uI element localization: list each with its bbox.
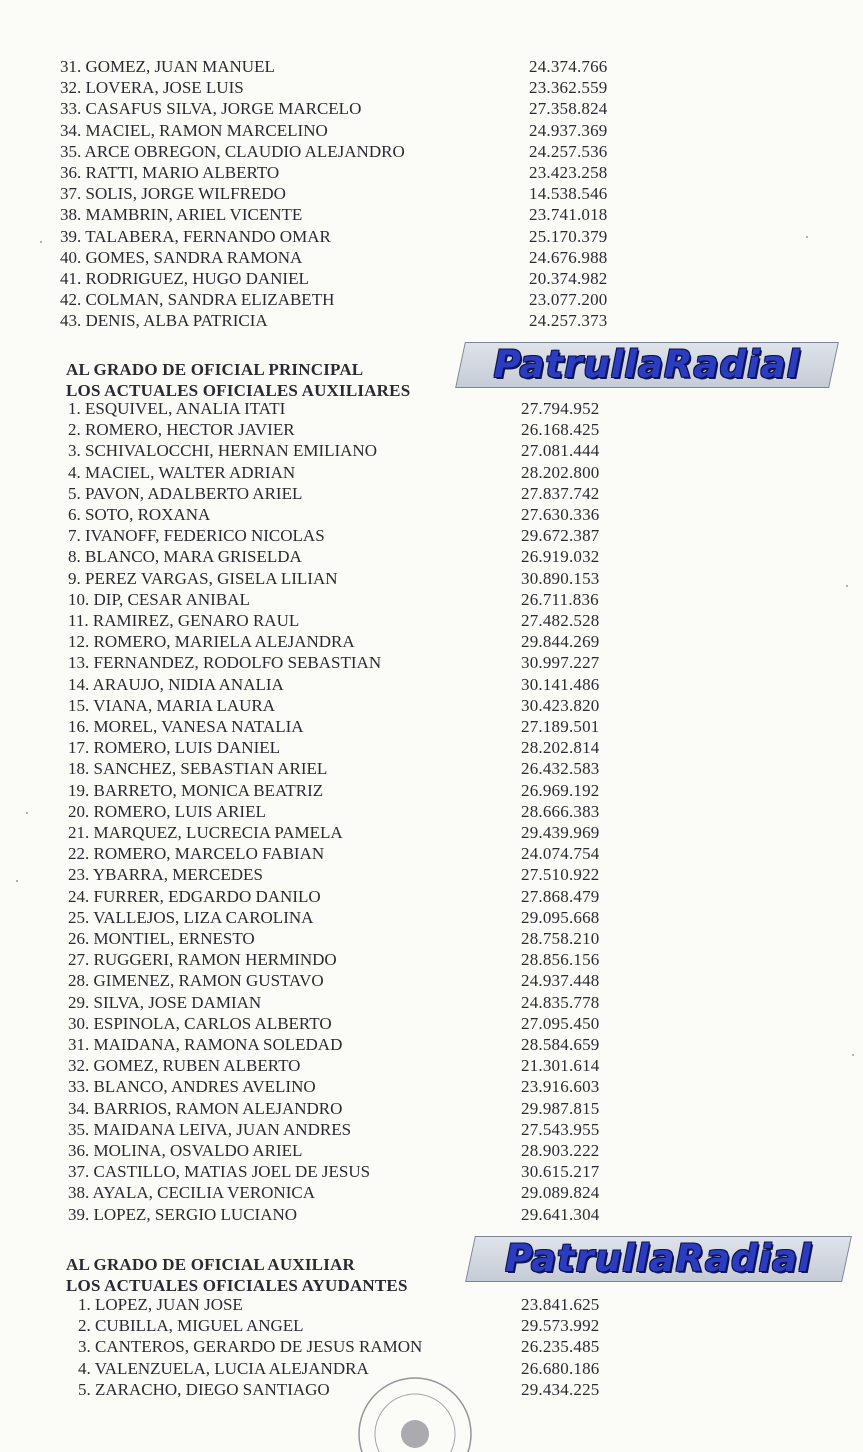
- person-name: 28. GIMENEZ, RAMON GUSTAVO: [68, 971, 324, 991]
- list-item: [0, 992, 863, 1013]
- person-name: 2. ROMERO, HECTOR JAVIER: [68, 420, 295, 440]
- person-dni: 29.987.815: [521, 1098, 600, 1118]
- list-item: [0, 440, 863, 461]
- person-dni: 27.189.501: [521, 717, 600, 736]
- person-dni: 30.615.217: [521, 1162, 600, 1182]
- person-dni: 29.844.269: [521, 632, 600, 652]
- person-name: 35. ARCE OBREGON, CLAUDIO ALEJANDRO: [60, 141, 405, 161]
- person-name: 1. LOPEZ, JUAN JOSE: [78, 1295, 243, 1314]
- person-dni: 27.794.952: [521, 399, 600, 418]
- section-subheading-oficiales-ayudantes: LOS ACTUALES OFICIALES AYUDANTES: [66, 1276, 408, 1295]
- person-dni: 23.362.559: [529, 78, 608, 98]
- person-name: 29. SILVA, JOSE DAMIAN: [68, 992, 262, 1012]
- list-item: [0, 483, 863, 504]
- list-item: [0, 1013, 863, 1034]
- list-item: [0, 247, 863, 268]
- section-subheading-oficiales-auxiliares: LOS ACTUALES OFICIALES AUXILIARES: [66, 381, 411, 400]
- person-name: 38. AYALA, CECILIA VERONICA: [68, 1183, 315, 1203]
- list-item: [0, 1076, 863, 1097]
- person-name: 35. MAIDANA LEIVA, JUAN ANDRES: [68, 1119, 352, 1139]
- patrulla-radial-logo-text: PatrullaRadial: [493, 343, 801, 386]
- person-dni: 28.202.800: [521, 462, 600, 482]
- person-dni: 24.257.536: [529, 141, 608, 161]
- person-name: 26. MONTIEL, ERNESTO: [68, 929, 255, 948]
- person-dni: 23.741.018: [529, 205, 608, 225]
- person-name: 42. COLMAN, SANDRA ELIZABETH: [60, 290, 335, 310]
- person-dni: 29.089.824: [521, 1183, 600, 1203]
- section-heading-oficial-principal: AL GRADO DE OFICIAL PRINCIPAL: [66, 360, 364, 379]
- list-item: [0, 1204, 863, 1225]
- person-dni: 23.841.625: [521, 1295, 600, 1314]
- list-item: [0, 1055, 863, 1076]
- person-dni: 23.423.258: [529, 163, 608, 182]
- list-item: [0, 141, 863, 162]
- person-name: 4. VALENZUELA, LUCIA ALEJANDRA: [78, 1358, 369, 1378]
- person-dni: 24.835.778: [521, 992, 600, 1012]
- list-item: [0, 801, 863, 822]
- list-item: [0, 695, 863, 716]
- person-dni: 28.202.814: [521, 738, 600, 758]
- list-item: [0, 737, 863, 758]
- person-name: 41. RODRIGUEZ, HUGO DANIEL: [60, 269, 309, 288]
- person-name: 23. YBARRA, MERCEDES: [68, 865, 263, 885]
- person-name: 39. LOPEZ, SERGIO LUCIANO: [68, 1204, 298, 1224]
- person-dni: 30.997.227: [521, 653, 600, 673]
- person-dni: 29.434.225: [521, 1379, 600, 1399]
- list-item: [0, 310, 863, 331]
- person-dni: 20.374.982: [529, 269, 608, 288]
- list-item: [0, 398, 863, 419]
- person-name: 7. IVANOFF, FEDERICO NICOLAS: [68, 526, 325, 546]
- list-item: [0, 462, 863, 483]
- person-name: 31. GOMEZ, JUAN MANUEL: [60, 57, 275, 76]
- person-name: 19. BARRETO, MONICA BEATRIZ: [68, 780, 324, 800]
- person-name: 18. SANCHEZ, SEBASTIAN ARIEL: [68, 759, 328, 779]
- list-item: [0, 1294, 863, 1315]
- list-item: [0, 120, 863, 141]
- list-item: [0, 98, 863, 119]
- person-dni: 24.074.754: [521, 844, 600, 864]
- person-dni: 27.510.922: [521, 865, 600, 885]
- list-item: [0, 949, 863, 970]
- person-name: 34. MACIEL, RAMON MARCELINO: [60, 120, 328, 140]
- person-name: 31. MAIDANA, RAMONA SOLEDAD: [68, 1035, 343, 1054]
- person-dni: 29.439.969: [521, 823, 600, 842]
- list-item: [0, 843, 863, 864]
- person-dni: 27.482.528: [521, 611, 600, 630]
- person-name: 20. ROMERO, LUIS ARIEL: [68, 801, 266, 821]
- person-name: 5. PAVON, ADALBERTO ARIEL: [68, 483, 303, 503]
- person-dni: 24.257.373: [529, 311, 608, 331]
- list-item: [0, 1034, 863, 1055]
- list-item: [0, 1161, 863, 1182]
- person-dni: 24.937.369: [529, 120, 608, 140]
- person-name: 32. LOVERA, JOSE LUIS: [60, 78, 244, 98]
- person-dni: 26.235.485: [521, 1337, 600, 1357]
- list-item: [0, 907, 863, 928]
- person-name: 36. MOLINA, OSVALDO ARIEL: [68, 1141, 303, 1160]
- list-item: [0, 1098, 863, 1119]
- person-dni: 27.095.450: [521, 1013, 600, 1033]
- list-item: [0, 504, 863, 525]
- person-name: 36. RATTI, MARIO ALBERTO: [60, 163, 280, 182]
- person-name: 39. TALABERA, FERNANDO OMAR: [60, 226, 331, 246]
- list-item: [0, 780, 863, 801]
- person-name: 17. ROMERO, LUIS DANIEL: [68, 738, 281, 758]
- list-item: [0, 1140, 863, 1161]
- official-seal-stamp: [340, 1372, 490, 1452]
- list-item: [0, 886, 863, 907]
- person-dni: 26.969.192: [521, 780, 600, 800]
- list-item: [0, 822, 863, 843]
- person-name: 40. GOMES, SANDRA RAMONA: [60, 247, 303, 267]
- person-name: 33. BLANCO, ANDRES AVELINO: [68, 1077, 316, 1097]
- person-dni: 29.573.992: [521, 1316, 600, 1336]
- person-name: 34. BARRIOS, RAMON ALEJANDRO: [68, 1098, 343, 1118]
- person-dni: 30.890.153: [521, 568, 600, 588]
- person-name: 14. ARAUJO, NIDIA ANALIA: [68, 674, 284, 694]
- list-item: [0, 864, 863, 885]
- person-dni: 23.077.200: [529, 290, 608, 310]
- person-name: 5. ZARACHO, DIEGO SANTIAGO: [78, 1379, 330, 1399]
- person-dni: 27.081.444: [521, 441, 600, 461]
- person-name: 11. RAMIREZ, GENARO RAUL: [68, 611, 300, 630]
- person-name: 33. CASAFUS SILVA, JORGE MARCELO: [60, 99, 362, 119]
- person-name: 13. FERNANDEZ, RODOLFO SEBASTIAN: [68, 653, 382, 673]
- list-item: [0, 970, 863, 991]
- list-item: [0, 183, 863, 204]
- list-item: [0, 226, 863, 247]
- person-dni: 27.837.742: [521, 483, 600, 503]
- person-name: 15. VIANA, MARIA LAURA: [68, 695, 275, 715]
- list-item: [0, 758, 863, 779]
- list-item: [0, 268, 863, 289]
- person-name: 3. SCHIVALOCCHI, HERNAN EMILIANO: [68, 441, 377, 461]
- section-heading-oficial-auxiliar: AL GRADO DE OFICIAL AUXILIAR: [66, 1255, 355, 1274]
- person-dni: 24.676.988: [529, 247, 608, 267]
- list-item: [0, 1315, 863, 1336]
- list-item: [0, 1182, 863, 1203]
- person-dni: 26.919.032: [521, 547, 600, 567]
- list-item: [0, 1119, 863, 1140]
- person-name: 25. VALLEJOS, LIZA CAROLINA: [68, 907, 314, 927]
- person-name: 12. ROMERO, MARIELA ALEJANDRA: [68, 632, 355, 652]
- list-item: [0, 525, 863, 546]
- person-dni: 26.432.583: [521, 759, 600, 779]
- list-item: [0, 631, 863, 652]
- list-item: [0, 77, 863, 98]
- list-item: [0, 716, 863, 737]
- person-name: 27. RUGGERI, RAMON HERMINDO: [68, 950, 337, 970]
- list-item: [0, 162, 863, 183]
- person-dni: 26.680.186: [521, 1358, 600, 1378]
- person-dni: 28.856.156: [521, 950, 600, 970]
- person-name: 21. MARQUEZ, LUCRECIA PAMELA: [68, 823, 343, 842]
- list-item: [0, 56, 863, 77]
- person-dni: 27.358.824: [529, 99, 608, 119]
- patrulla-radial-logo-text: PatrullaRadial: [505, 1237, 812, 1280]
- person-dni: 23.916.603: [521, 1077, 600, 1097]
- person-dni: 28.903.222: [521, 1141, 600, 1160]
- patrulla-radial-logo: [465, 1236, 852, 1282]
- person-dni: 30.423.820: [521, 695, 600, 715]
- person-name: 6. SOTO, ROXANA: [68, 505, 211, 524]
- list-item: [0, 419, 863, 440]
- person-name: 9. PEREZ VARGAS, GISELA LILIAN: [68, 568, 338, 588]
- person-dni: 21.301.614: [521, 1056, 600, 1076]
- person-name: 43. DENIS, ALBA PATRICIA: [60, 311, 268, 331]
- person-name: 10. DIP, CESAR ANIBAL: [68, 589, 250, 609]
- person-name: 3. CANTEROS, GERARDO DE JESUS RAMON: [78, 1337, 423, 1357]
- person-dni: 24.374.766: [529, 57, 608, 76]
- person-dni: 28.758.210: [521, 929, 600, 948]
- person-dni: 26.168.425: [521, 420, 600, 440]
- person-dni: 28.584.659: [521, 1035, 600, 1054]
- list-item: [0, 546, 863, 567]
- list-item: [0, 1336, 863, 1357]
- person-dni: 29.095.668: [521, 907, 600, 927]
- person-dni: 27.543.955: [521, 1119, 600, 1139]
- list-item: [0, 568, 863, 589]
- person-name: 37. CASTILLO, MATIAS JOEL DE JESUS: [68, 1162, 371, 1182]
- person-name: 8. BLANCO, MARA GRISELDA: [68, 547, 302, 567]
- person-dni: 14.538.546: [529, 184, 608, 204]
- patrulla-radial-logo: [455, 342, 839, 388]
- person-dni: 27.630.336: [521, 505, 600, 524]
- person-dni: 29.641.304: [521, 1204, 600, 1224]
- person-dni: 28.666.383: [521, 801, 600, 821]
- list-item: [0, 674, 863, 695]
- person-dni: 29.672.387: [521, 526, 600, 546]
- person-name: 38. MAMBRIN, ARIEL VICENTE: [60, 205, 303, 225]
- person-dni: 27.868.479: [521, 886, 600, 906]
- person-name: 24. FURRER, EDGARDO DANILO: [68, 886, 321, 906]
- person-dni: 26.711.836: [521, 589, 599, 609]
- person-name: 4. MACIEL, WALTER ADRIAN: [68, 462, 296, 482]
- person-name: 16. MOREL, VANESA NATALIA: [68, 717, 304, 736]
- person-dni: 24.937.448: [521, 971, 600, 991]
- list-item: [0, 652, 863, 673]
- list-item: [0, 289, 863, 310]
- person-name: 1. ESQUIVEL, ANALIA ITATI: [68, 399, 286, 418]
- person-dni: 30.141.486: [521, 674, 600, 694]
- person-name: 22. ROMERO, MARCELO FABIAN: [68, 844, 325, 864]
- person-dni: 25.170.379: [529, 226, 608, 246]
- person-name: 32. GOMEZ, RUBEN ALBERTO: [68, 1056, 301, 1076]
- list-item: [0, 610, 863, 631]
- list-item: [0, 928, 863, 949]
- person-name: 30. ESPINOLA, CARLOS ALBERTO: [68, 1013, 332, 1033]
- list-item: [0, 589, 863, 610]
- list-item: [0, 204, 863, 225]
- person-name: 37. SOLIS, JORGE WILFREDO: [60, 184, 286, 204]
- person-name: 2. CUBILLA, MIGUEL ANGEL: [78, 1316, 304, 1336]
